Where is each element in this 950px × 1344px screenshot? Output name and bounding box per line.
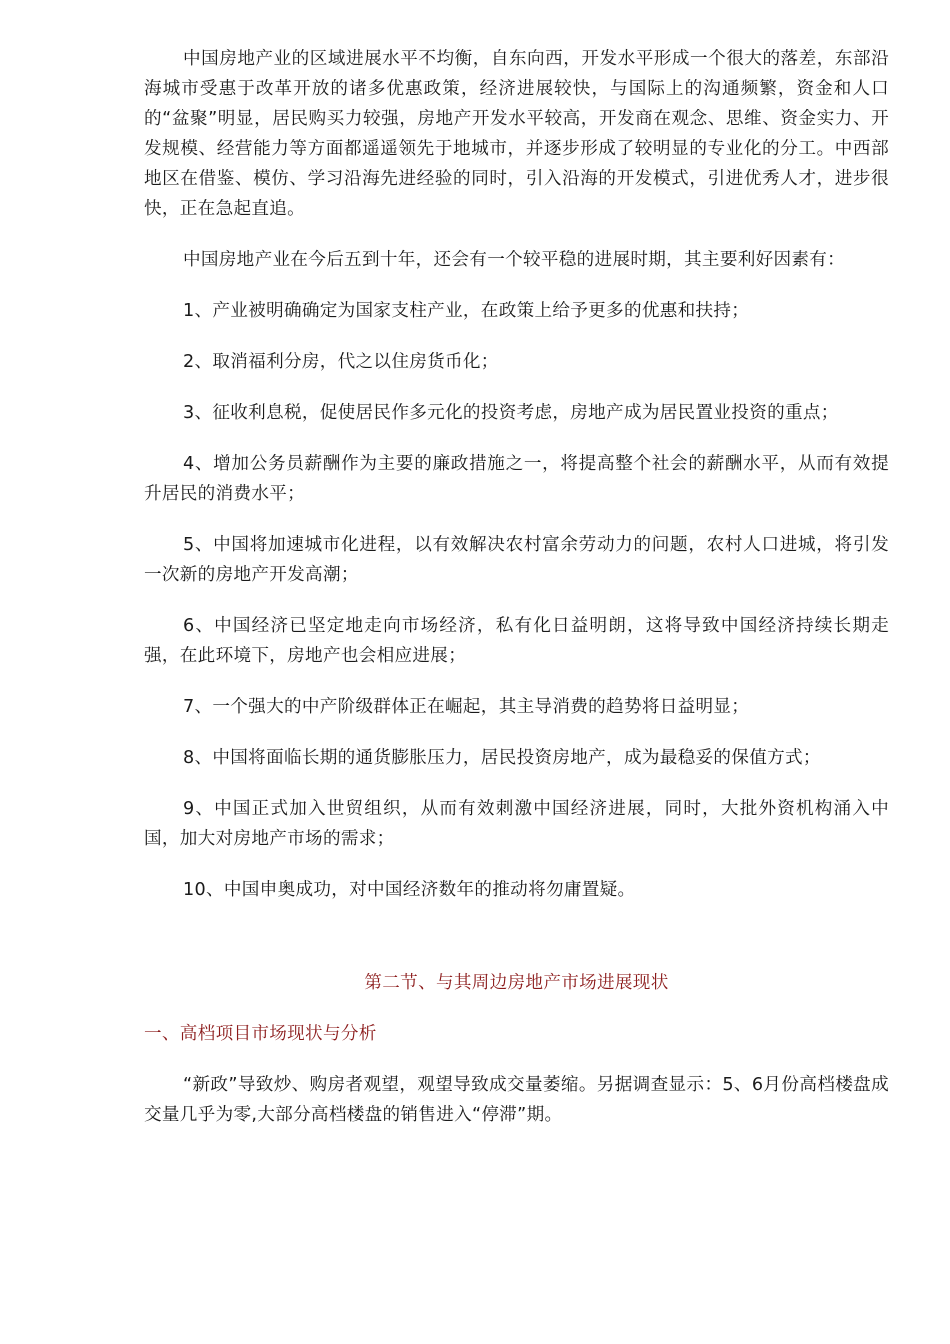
section-heading: 第二节、与其周边房地产市场进展现状 <box>364 973 669 993</box>
list-item-factor-1: 1、产业被明确确定为国家支柱产业，在政策上给予更多的优惠和扶持； <box>183 301 750 321</box>
list-item-factor-8: 8、中国将面临长期的通货膨胀压力，居民投资房地产，成为最稳妥的保值方式； <box>183 748 821 768</box>
paragraph-high-end-market: “新政”导致炒、购房者观望，观望导致成交量萎缩。另据调查显示：5、6月份高档楼盘成交量几乎为零,大部分高档楼盘的销售进入“停滞”期。 <box>144 1075 889 1125</box>
paragraph-regional-development: 中国房地产业的区域进展水平不均衡，自东向西，开发水平形成一个很大的落差，东部沿海城市受惠于改革开放的诸多优惠政策，经济进展较快，与国际上的沟通频繁，资金和人口的“盆聚”明显，居民购买力较强，房地产开发水平较高，开发商在观念、思维、资金实力、开发规模、经营能力等方面都遥遥领先于地城市，并逐步形成了较明显的专业化的分工。中西部地区在借鉴、模仿、学习沿海先进经验的同时，引入沿海的开发模式，引进优秀人才，进步很快，正在急起直追。 <box>144 49 889 219</box>
document-page <box>144 44 889 1130</box>
list-item-factor-3: 3、征收利息税，促使居民作多元化的投资考虑，房地产成为居民置业投资的重点； <box>183 403 839 423</box>
subsection-heading: 一、高档项目市场现状与分析 <box>144 1024 377 1044</box>
list-item-factor-10: 10、中国申奥成功，对中国经济数年的推动将勿庸置疑。 <box>183 880 636 900</box>
list-item-factor-9: 9、中国正式加入世贸组织，从而有效刺激中国经济进展，同时，大批外资机构涌入中国，加大对房地产市场的需求； <box>144 799 889 849</box>
paragraph-favorable-factors-intro: 中国房地产业在今后五到十年，还会有一个较平稳的进展时期，其主要利好因素有： <box>183 250 846 270</box>
list-item-factor-7: 7、一个强大的中产阶级群体正在崛起，其主导消费的趋势将日益明显； <box>183 697 750 717</box>
list-item-factor-4: 4、增加公务员薪酬作为主要的廉政措施之一，将提高整个社会的薪酬水平，从而有效提升居民的消费水平； <box>144 454 889 504</box>
list-item-factor-5: 5、中国将加速城市化进程，以有效解决农村富余劳动力的问题，农村人口进城，将引发一次新的房地产开发高潮； <box>144 535 889 585</box>
list-item-factor-6: 6、中国经济已坚定地走向市场经济，私有化日益明朗，这将导致中国经济持续长期走强，在此环境下，房地产也会相应进展； <box>144 616 889 666</box>
list-item-factor-2: 2、取消福利分房，代之以住房货币化； <box>183 352 499 372</box>
